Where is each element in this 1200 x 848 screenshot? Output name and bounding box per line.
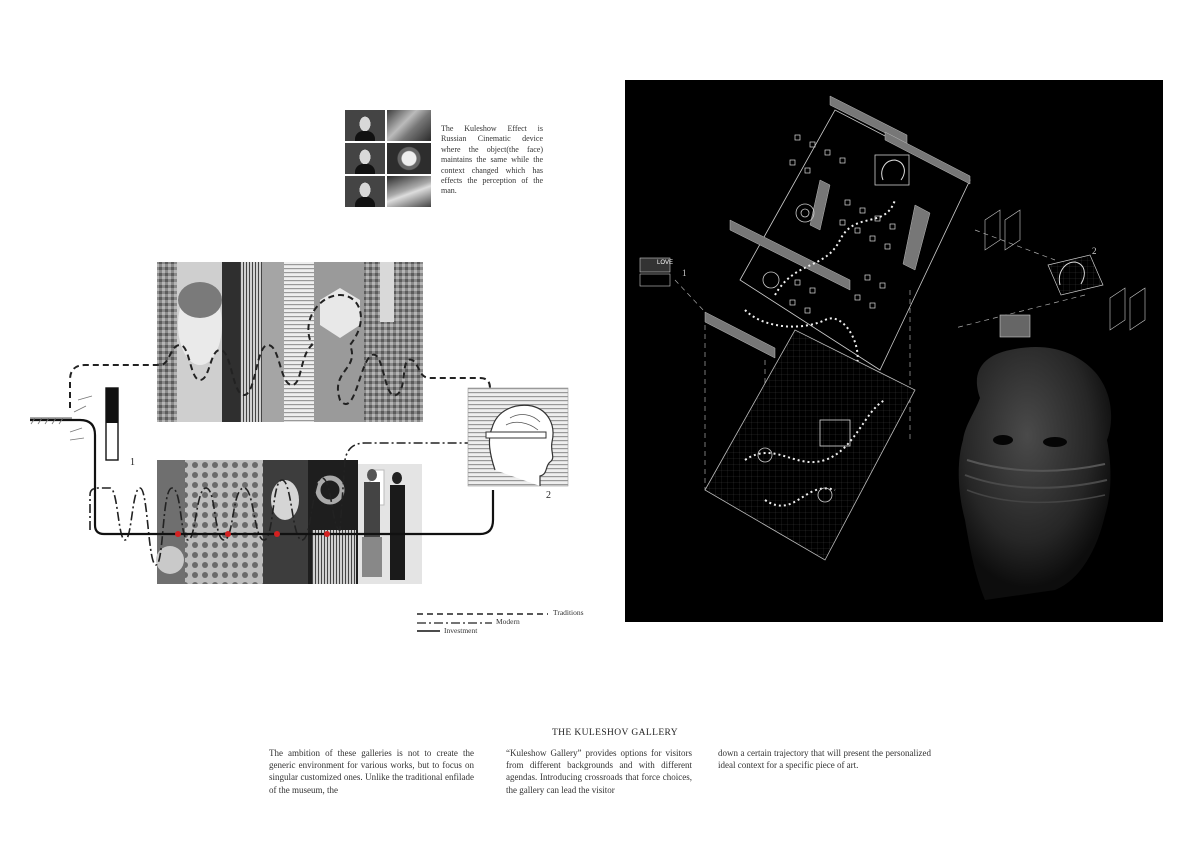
legend-traditions-label: Traditions: [553, 608, 584, 617]
upper-collage: [157, 262, 423, 422]
blindfolded-head-drawing: [468, 388, 568, 486]
article-title: THE KULESHOV GALLERY: [551, 728, 679, 738]
render-label-1: 1: [682, 268, 687, 278]
article-column-2: “Kuleshow Gallery” provides options for visitors from different backgrounds and with different agendas. Introducing crossroads that force choices, the gallery can lead the visitor: [506, 748, 692, 795]
head-exhibit-2: [1048, 255, 1103, 295]
lower-floor-plate: [705, 330, 915, 560]
legend-investment-label: Investment: [444, 626, 478, 635]
love-sign-text: LOVE: [657, 260, 674, 266]
axonometric-drawing: [625, 80, 1163, 622]
legend-modern-label: Modern: [496, 617, 520, 626]
render-label-2: 2: [1092, 246, 1097, 256]
lower-collage: [156, 460, 422, 584]
article-column-3: down a certain trajectory that will present the personalized ideal context for a specific piece of art.: [718, 748, 931, 771]
axonometric-render-panel: [625, 80, 1163, 622]
blindfolded-head-sculpture: [959, 347, 1111, 600]
legend: [417, 614, 548, 631]
kuleshov-effect-description: The Kuleshow Effect is Russian Cinematic device where the object(the face) maintains the same while the context changed which has effects the perception of the man.: [441, 124, 543, 196]
diagram-label-1: 1: [130, 457, 135, 468]
circulation-diagram: [0, 0, 620, 660]
diagram-label-2: 2: [546, 490, 551, 501]
article-column-1: The ambition of these galleries is not to create the generic environment for various works, but to focus on singular customized ones. Unlike the traditional enfilade of the museum, the: [269, 748, 474, 795]
upper-floor-plate: [740, 110, 970, 370]
